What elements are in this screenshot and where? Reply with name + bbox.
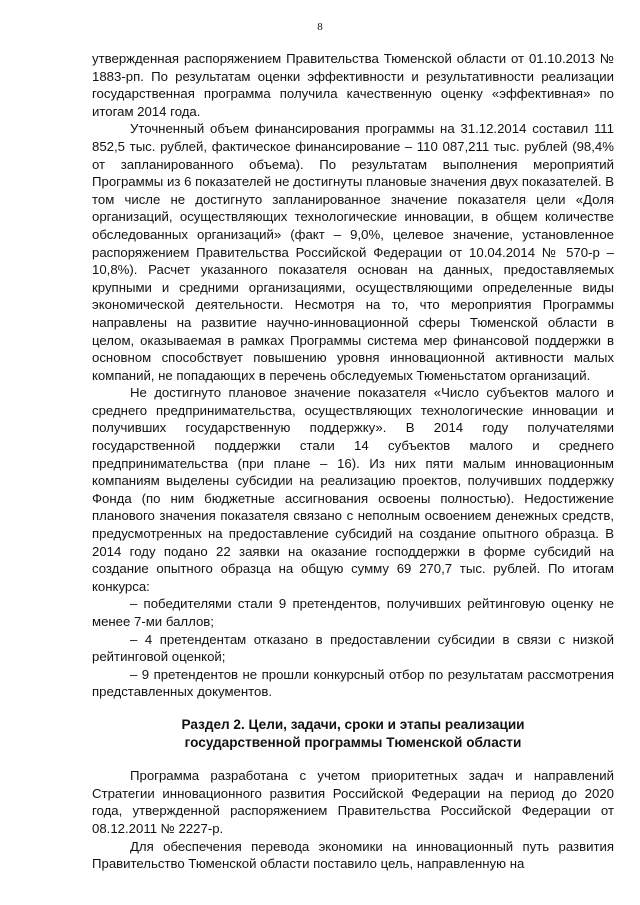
list-item: – победителями стали 9 претендентов, получивших рейтинговую оценку не менее 7-ми баллов; xyxy=(92,596,614,629)
list-item: – 4 претендентам отказано в предоставлении субсидии в связи с низкой рейтинговой оценкой; xyxy=(92,631,614,665)
paragraph-goal: Для обеспечения перевода экономики на инновационный путь развития Правительство Тюменской области поставило цель, направленную на xyxy=(92,838,614,872)
contest-results-list xyxy=(92,595,614,701)
section-heading-line-1: Раздел 2. Цели, задачи, сроки и этапы реализации xyxy=(181,716,525,732)
paragraph-financing: Уточненный объем финансирования программы на 31.12.2014 составил 111 852,5 тыс. рублей, фактическое финансирование – 110 087,211 тыс. рублей (98,4% от запланированного объема). По результатам выполнения мероприятий Программы из 6 показателей не достигнуты плановые значения двух показателей. В том числе не достигнуто запланированное значение показателя цели «Доля организаций, осуществляющих технологические инновации, в общем количестве обследованных организаций» (факт – 9,0%, целевое значение, установленное распоряжением Правительства Российской Федерации от 10.04.2014 № 570-р – 10,8%). Расчет указанного показателя основан на данных, предоставляемых крупными и средними организациями, осуществляющими определенные виды экономической деятельности. Несмотря на то, что мероприятия Программы направлены на развитие научно-инновационной сферы Тюменской области в целом, оказываемая в рамках Программы система мер финансовой поддержки в основном способствует повышению уровня инновационной активности малых компаний, не попадающих в перечень обследуемых Тюменьстатом организаций. xyxy=(92,121,614,383)
list-item: – 9 претендентов не прошли конкурсный отбор по результатам рассмотрения представленных документов. xyxy=(92,666,614,700)
paragraph-strategy: Программа разработана с учетом приоритетных задач и направлений Стратегии инновационного развития Российской Федерации на период до 2020 года, утвержденной распоряжением Правительства Российской Федерации от 08.12.2011 № 2227-р. xyxy=(92,768,614,836)
section-heading xyxy=(92,716,614,751)
section-heading-line-2: государственной программы Тюменской области xyxy=(184,734,522,750)
document-body xyxy=(92,50,614,873)
paragraph-continuation: утвержденная распоряжением Правительства Тюменской области от 01.10.2013 № 1883-рп. По результатам оценки эффективности и результативности реализации государственная программа получила качественную оценку «эффективная» по итогам 2014 года. xyxy=(92,51,614,119)
paragraph-indicator: Не достигнуто плановое значение показателя «Число субъектов малого и среднего предпринимательства, осуществляющих технологические инновации и получивших государственную поддержку». В 2014 году получателями государственной поддержки стали 14 субъектов малого и среднего предпринимательства (при плане – 16). Из них пяти малым инновационным компаниям выделены субсидии на реализацию проектов, получивших поддержку Фонда (по ним бюджетные ассигнования освоены полностью). Недостижение планового значения показателя связано с неполным освоением денежных средств, предусмотренных на предоставление субсидий на создание опытного образца. В 2014 году подано 22 заявки на оказание господдержки в форме субсидий на создание опытного образца на общую сумму 69 270,7 тыс. рублей. По итогам конкурса: xyxy=(92,385,614,594)
page-number: 8 xyxy=(317,21,323,33)
